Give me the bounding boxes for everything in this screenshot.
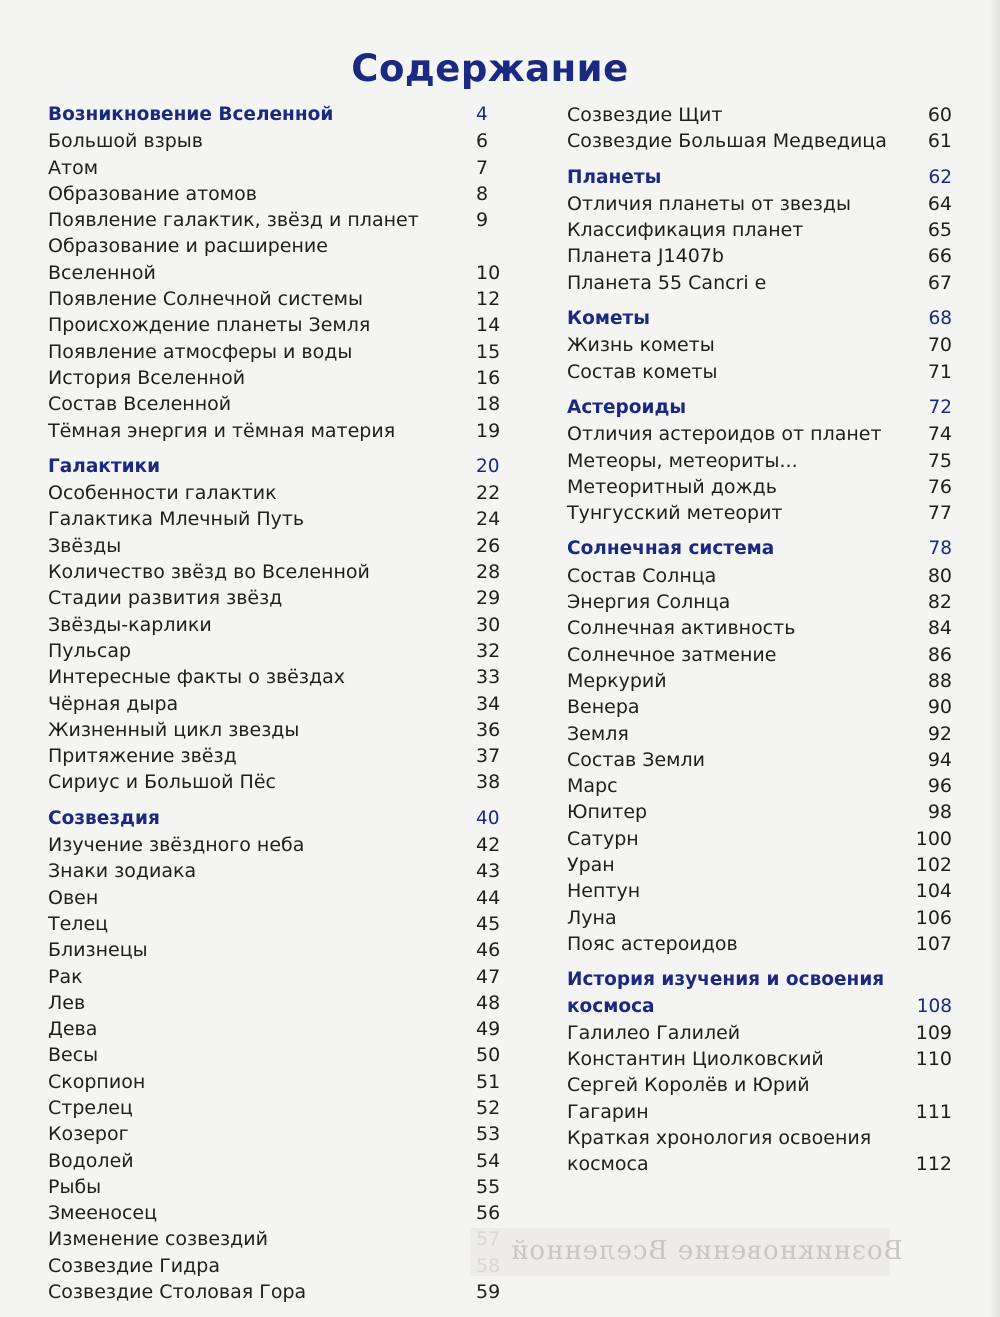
toc-entry-label: Уран — [567, 854, 615, 877]
toc-entry-label: Происхождение планеты Земля — [48, 314, 371, 337]
toc-entry[interactable] — [567, 563, 962, 589]
toc-heading-label: Астероиды — [567, 396, 687, 418]
bleed-through-text: Возникновение Вселенной — [510, 1236, 903, 1266]
toc-heading-page-number: 62 — [928, 166, 952, 188]
toc-entry-page-number: 26 — [476, 534, 501, 557]
toc-entry-page-number: 14 — [476, 314, 501, 337]
toc-entry-label: Образование атомов — [48, 182, 257, 205]
toc-entry[interactable] — [48, 691, 501, 717]
page-edge-shadow — [988, 0, 1000, 1317]
toc-entry[interactable] — [567, 1125, 962, 1178]
toc-entry[interactable] — [567, 359, 962, 385]
page-title: Содержание — [351, 46, 629, 90]
toc-entry-label: Образование и расширение Вселенной — [48, 235, 328, 284]
toc-entry-label: Сергей Королёв и Юрий Гагарин — [567, 1074, 810, 1123]
toc-entry-page-number: 61 — [927, 130, 952, 153]
toc-entry-label: Отличия астероидов от планет — [567, 423, 882, 446]
toc-entry-page-number: 109 — [915, 1021, 952, 1044]
toc-right-column — [567, 102, 962, 1188]
toc-entry-label: Изучение звёздного неба — [48, 834, 305, 857]
toc-entry-label: Солнечная активность — [567, 617, 796, 640]
toc-entry[interactable] — [567, 668, 962, 694]
toc-heading-label: Созвездия — [48, 807, 160, 829]
toc-entry-page-number: 51 — [476, 1070, 501, 1093]
toc-entry[interactable] — [48, 769, 501, 795]
toc-entry-label: Галилео Галилей — [567, 1021, 741, 1044]
toc-entry-label: Состав кометы — [567, 360, 718, 383]
toc-heading-page-number: 78 — [928, 538, 952, 560]
toc-entry-page-number: 29 — [476, 587, 501, 610]
toc-entry-label: Чёрная дыра — [48, 692, 179, 715]
toc-entry-label: Земля — [567, 722, 629, 745]
toc-entry[interactable] — [567, 773, 962, 799]
toc-entry-label: Юпитер — [567, 801, 648, 824]
toc-entry[interactable] — [48, 717, 501, 743]
toc-entry[interactable] — [48, 1226, 498, 1252]
toc-entry-page-number: 48 — [476, 991, 501, 1014]
toc-entry-page-number: 34 — [476, 692, 501, 715]
toc-section — [567, 967, 962, 1177]
toc-section — [567, 102, 962, 155]
toc-entry-label: Марс — [567, 775, 618, 798]
toc-heading-page-number: 20 — [476, 455, 500, 477]
toc-entry-label: История Вселенной — [48, 366, 246, 389]
toc-left-column — [48, 102, 501, 1315]
toc-entry-label: Галактика Млечный Путь — [48, 508, 305, 531]
toc-entry[interactable] — [48, 743, 501, 769]
toc-entry[interactable] — [567, 421, 962, 447]
toc-entry[interactable] — [48, 207, 498, 233]
toc-entry-page-number: 98 — [927, 801, 952, 824]
toc-entry-label: Жизненный цикл звезды — [48, 718, 300, 741]
toc-section-heading[interactable] — [567, 967, 962, 1020]
toc-entry[interactable] — [567, 852, 962, 878]
toc-entry-label: Рак — [48, 965, 83, 988]
toc-entry[interactable] — [48, 1121, 501, 1147]
toc-entry[interactable] — [48, 638, 501, 664]
toc-entry-page-number: 19 — [476, 419, 501, 442]
toc-section — [567, 536, 962, 957]
toc-entry-page-number: 47 — [476, 965, 501, 988]
toc-entry-label: Близнецы — [48, 939, 148, 962]
toc-entry-label: Тунгусский метеорит — [567, 502, 783, 525]
toc-entry[interactable] — [48, 181, 498, 207]
toc-heading-page-number: 108 — [916, 995, 952, 1017]
toc-entry-page-number: 43 — [476, 860, 501, 883]
toc-entry[interactable] — [567, 721, 962, 747]
toc-entry-page-number: 54 — [476, 1149, 501, 1172]
toc-entry[interactable] — [48, 1174, 501, 1200]
toc-entry-label: Сириус и Большой Пёс — [48, 771, 276, 794]
toc-entry-label: Планета J1407b — [567, 245, 724, 268]
toc-entry-page-number: 110 — [915, 1048, 952, 1071]
toc-entry[interactable] — [48, 391, 501, 417]
toc-entry-page-number: 112 — [915, 1153, 952, 1176]
toc-entry-label: Луна — [567, 906, 617, 929]
toc-entry-label: Метеоритный дождь — [567, 475, 777, 498]
toc-heading-page-number: 68 — [928, 308, 952, 330]
toc-entry-page-number: 67 — [927, 271, 952, 294]
toc-entry-label: Знаки зодиака — [48, 860, 197, 883]
toc-entry-page-number: 33 — [476, 666, 501, 689]
toc-section — [48, 454, 501, 796]
toc-entry[interactable] — [48, 1253, 498, 1279]
toc-entry[interactable] — [567, 905, 962, 931]
toc-entry-label: Лев — [48, 991, 86, 1014]
toc-heading-page-number: 4 — [476, 104, 488, 125]
toc-section-heading[interactable] — [567, 536, 962, 562]
toc-entry-page-number: 111 — [915, 1100, 952, 1123]
toc-entry-page-number: 82 — [927, 591, 952, 614]
toc-entry-page-number: 22 — [476, 482, 501, 505]
toc-section — [48, 102, 501, 444]
toc-entry[interactable] — [567, 191, 962, 217]
toc-entry[interactable] — [48, 832, 501, 858]
toc-section-heading[interactable] — [567, 395, 962, 421]
toc-entry[interactable] — [567, 448, 962, 474]
toc-entry-page-number: 24 — [476, 508, 501, 531]
toc-entry-page-number: 76 — [927, 475, 952, 498]
toc-entry-page-number: 107 — [915, 932, 952, 955]
toc-entry-page-number: 77 — [927, 502, 952, 525]
toc-entry-page-number: 9 — [476, 209, 489, 232]
toc-entry-label: Энергия Солнца — [567, 591, 731, 614]
toc-entry[interactable] — [48, 1148, 501, 1174]
toc-entry[interactable] — [567, 615, 962, 641]
toc-entry[interactable] — [48, 559, 501, 585]
toc-entry-page-number: 55 — [476, 1175, 501, 1198]
toc-section — [48, 806, 501, 1306]
toc-entry-label: Пояс астероидов — [567, 932, 738, 955]
toc-entry-label: Стрелец — [48, 1096, 133, 1119]
toc-entry[interactable] — [567, 500, 962, 526]
toc-entry-page-number: 44 — [476, 886, 501, 909]
toc-entry-label: Появление Солнечной системы — [48, 288, 364, 311]
toc-entry-label: Созвездие Щит — [567, 104, 723, 126]
toc-entry-label: Краткая хронология освоения космоса — [567, 1126, 872, 1176]
toc-entry[interactable] — [48, 312, 501, 338]
toc-entry-page-number: 38 — [476, 771, 501, 794]
toc-entry[interactable] — [48, 1279, 501, 1305]
toc-entry-page-number: 10 — [476, 261, 501, 284]
toc-entry[interactable] — [567, 270, 962, 296]
toc-entry-page-number: 74 — [927, 423, 952, 446]
toc-entry-page-number: 70 — [927, 334, 952, 357]
toc-entry-label: Тёмная энергия и тёмная материя — [48, 419, 396, 442]
toc-entry-page-number: 100 — [915, 827, 952, 850]
toc-entry[interactable] — [48, 339, 501, 365]
toc-entry-page-number: 66 — [927, 245, 952, 268]
toc-entry-label: Звёзды-карлики — [48, 613, 212, 636]
toc-entry[interactable] — [48, 1069, 501, 1095]
toc-entry-page-number: 49 — [476, 1018, 501, 1041]
toc-entry-page-number: 18 — [476, 393, 501, 416]
toc-entry-label: Овен — [48, 886, 99, 909]
toc-entry-page-number: 8 — [476, 182, 489, 205]
toc-entry[interactable] — [48, 1200, 501, 1226]
toc-entry-page-number: 6 — [476, 130, 489, 153]
toc-entry-label: Звёзды — [48, 534, 122, 557]
toc-entry-page-number: 12 — [476, 288, 501, 311]
toc-entry[interactable] — [567, 217, 962, 243]
toc-entry[interactable] — [48, 990, 501, 1016]
toc-entry[interactable] — [567, 1046, 962, 1072]
toc-entry[interactable] — [567, 332, 962, 358]
toc-entry-page-number: 59 — [476, 1281, 501, 1304]
toc-entry-label: Солнечное затмение — [567, 643, 777, 666]
toc-entry[interactable] — [567, 799, 962, 825]
toc-heading-label: Кометы — [567, 308, 650, 330]
toc-entry-page-number: 53 — [476, 1123, 501, 1146]
toc-entry-page-number: 102 — [915, 854, 952, 877]
toc-entry[interactable] — [48, 885, 501, 911]
toc-entry-page-number: 84 — [927, 617, 952, 640]
toc-entry-label: Жизнь кометы — [567, 334, 715, 357]
toc-entry[interactable] — [48, 1095, 501, 1121]
toc-entry-label: Изменение созвездий — [48, 1228, 268, 1251]
toc-entry[interactable] — [567, 878, 962, 904]
toc-entry-label: Рыбы — [48, 1175, 102, 1198]
toc-heading-page-number: 40 — [476, 807, 500, 829]
toc-entry-label: Константин Циолковский — [567, 1048, 824, 1071]
toc-entry[interactable] — [567, 243, 962, 269]
toc-entry-page-number: 32 — [476, 639, 501, 662]
toc-entry[interactable] — [567, 747, 962, 773]
toc-entry-label: Венера — [567, 696, 640, 719]
toc-entry-page-number: 28 — [476, 561, 501, 584]
toc-entry[interactable] — [48, 155, 498, 181]
toc-entry-label: Скорпион — [48, 1070, 146, 1093]
toc-section — [567, 306, 962, 385]
toc-entry[interactable] — [48, 365, 501, 391]
toc-entry-page-number: 15 — [476, 340, 501, 363]
toc-entry[interactable] — [567, 931, 962, 957]
toc-entry-page-number: 106 — [915, 906, 952, 929]
toc-heading-label: Планеты — [567, 166, 662, 188]
toc-entry-label: Появление галактик, звёзд и планет — [48, 209, 419, 232]
toc-entry[interactable] — [567, 1020, 962, 1046]
toc-entry-label: Особенности галактик — [48, 482, 277, 505]
toc-entry-page-number: 37 — [476, 745, 501, 768]
toc-entry-page-number: 30 — [476, 613, 501, 636]
toc-entry-page-number: 75 — [927, 449, 952, 472]
toc-entry-label: Количество звёзд во Вселенной — [48, 561, 370, 584]
toc-entry[interactable] — [567, 642, 962, 668]
toc-section-heading[interactable] — [48, 454, 498, 480]
toc-entry-label: Атом — [48, 156, 99, 179]
toc-entry-page-number: 80 — [927, 564, 952, 587]
toc-entry[interactable] — [567, 694, 962, 720]
toc-entry-label: Планета 55 Cancri e — [567, 271, 767, 294]
toc-heading-label: История изучения и освоения космоса — [567, 969, 885, 1017]
toc-section — [567, 395, 962, 526]
toc-entry-page-number: 45 — [476, 912, 501, 935]
toc-entry[interactable] — [567, 826, 962, 852]
toc-entry-label: Козерог — [48, 1123, 129, 1146]
toc-entry-label: Дева — [48, 1018, 98, 1041]
toc-entry-label: Состав Земли — [567, 748, 705, 771]
toc-entry-label: Стадии развития звёзд — [48, 587, 283, 610]
toc-entry-page-number: 46 — [476, 939, 501, 962]
toc-entry-page-number: 92 — [927, 722, 952, 745]
toc-entry-label: Меркурий — [567, 669, 667, 692]
toc-heading-label: Солнечная система — [567, 538, 775, 560]
toc-entry-label: Пульсар — [48, 639, 132, 662]
toc-section-heading[interactable] — [567, 306, 962, 332]
toc-entry-label: Нептун — [567, 880, 641, 903]
toc-entry-page-number: 7 — [476, 156, 489, 179]
toc-entry-page-number: 65 — [927, 219, 952, 242]
toc-entry[interactable] — [48, 585, 501, 611]
toc-entry-label: Водолей — [48, 1149, 134, 1172]
toc-entry[interactable] — [48, 128, 498, 154]
toc-entry-page-number: 90 — [927, 696, 952, 719]
toc-entry[interactable] — [48, 1016, 501, 1042]
toc-entry[interactable] — [48, 1042, 501, 1068]
toc-entry-label: Созвездие Большая Медведица — [567, 130, 887, 153]
toc-heading-page-number: 72 — [928, 396, 952, 418]
toc-entry[interactable] — [48, 937, 501, 963]
toc-entry-label: Интересные факты о звёздах — [48, 666, 345, 689]
toc-entry[interactable] — [48, 286, 501, 312]
toc-section-heading[interactable] — [48, 806, 498, 832]
toc-entry[interactable] — [567, 1072, 962, 1125]
toc-entry-label: Появление атмосферы и воды — [48, 340, 353, 363]
toc-entry-label: Классификация планет — [567, 219, 804, 242]
toc-entry-page-number: 42 — [476, 834, 501, 857]
toc-entry-label: Состав Вселенной — [48, 393, 232, 416]
toc-heading-label: Галактики — [48, 455, 161, 477]
toc-entry-label: Созвездие Гидра — [48, 1254, 220, 1277]
toc-entry[interactable] — [48, 612, 501, 638]
toc-entry-page-number: 96 — [927, 775, 952, 798]
toc-entry-page-number: 56 — [476, 1202, 501, 1225]
toc-entry-page-number: 86 — [927, 643, 952, 666]
toc-entry-label: Сатурн — [567, 827, 639, 850]
toc-entry[interactable] — [567, 589, 962, 615]
toc-entry[interactable] — [48, 233, 501, 286]
toc-heading-label: Возникновение Вселенной — [48, 104, 334, 125]
toc-entry-page-number: 94 — [927, 748, 952, 771]
toc-section-heading[interactable] — [567, 165, 962, 191]
toc-entry-label: Весы — [48, 1044, 99, 1067]
toc-entry-page-number: 52 — [476, 1096, 501, 1119]
toc-entry[interactable] — [567, 102, 962, 128]
toc-entry[interactable] — [567, 474, 962, 500]
toc-entry-page-number: 104 — [915, 880, 952, 903]
toc-entry-page-number: 60 — [927, 104, 952, 126]
toc-entry[interactable] — [48, 506, 501, 532]
toc-section-heading[interactable] — [48, 102, 498, 128]
toc-entry[interactable] — [48, 664, 501, 690]
toc-entry-label: Состав Солнца — [567, 564, 717, 587]
toc-entry-label: Метеоры, метеориты... — [567, 449, 798, 472]
toc-entry-page-number: 50 — [476, 1044, 501, 1067]
toc-entry-label: Змееносец — [48, 1202, 158, 1225]
toc-entry[interactable] — [48, 964, 501, 990]
toc-entry-label: Отличия планеты от звезды — [567, 192, 851, 215]
toc-entry-page-number: 71 — [927, 360, 952, 383]
toc-entry[interactable] — [48, 480, 501, 506]
toc-entry[interactable] — [48, 418, 501, 444]
toc-entry-label: Большой взрыв — [48, 130, 203, 153]
toc-entry[interactable] — [48, 858, 501, 884]
toc-entry-label: Созвездие Столовая Гора — [48, 1281, 307, 1304]
toc-entry[interactable] — [48, 533, 501, 559]
toc-entry-label: Притяжение звёзд — [48, 745, 237, 768]
toc-entry-page-number: 36 — [476, 718, 501, 741]
toc-entry-label: Телец — [48, 912, 109, 935]
toc-entry[interactable] — [48, 911, 501, 937]
toc-entry-page-number: 64 — [927, 192, 952, 215]
toc-entry[interactable] — [567, 128, 962, 154]
toc-section — [567, 165, 962, 296]
toc-entry-page-number: 16 — [476, 366, 501, 389]
toc-entry-page-number: 88 — [927, 669, 952, 692]
